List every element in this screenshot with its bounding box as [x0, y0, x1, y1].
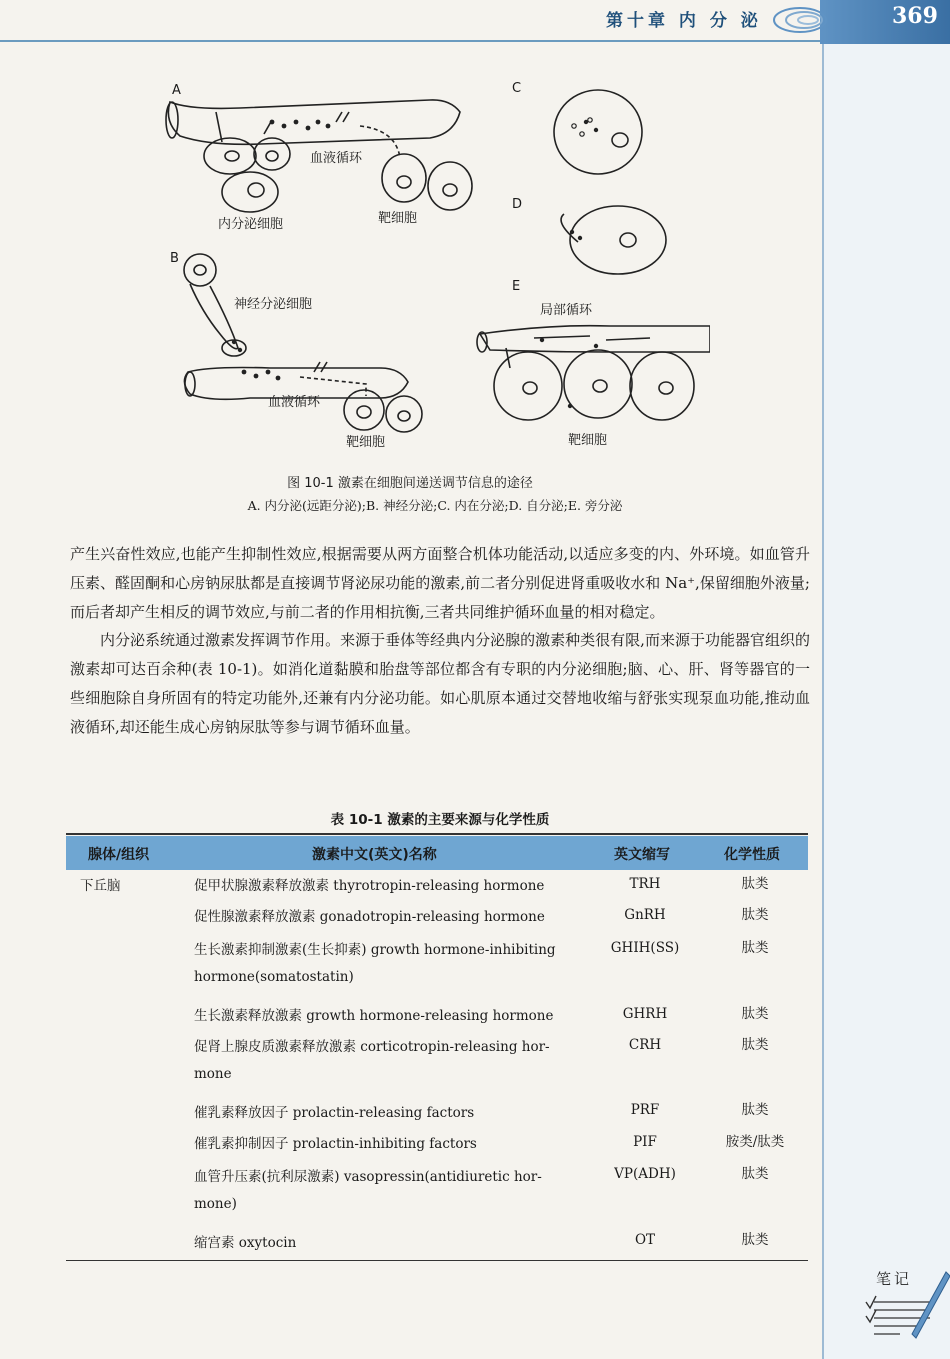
row-6-nature: 肽类 — [741, 1102, 769, 1118]
label-a-target-cell: 靶细胞 — [378, 211, 418, 226]
label-b-neurosecretory-cell: 神经分泌细胞 — [234, 297, 313, 312]
margin-rule — [822, 44, 824, 1359]
figure-caption: 图 10-1 激素在细胞间递送调节信息的途径 — [287, 476, 533, 491]
panel-label-c: C — [512, 81, 522, 96]
row-2-nature: 肽类 — [741, 907, 769, 923]
header-chemical-nature: 化学性质 — [724, 847, 780, 863]
row-8-name-cont: mone) — [194, 1196, 237, 1212]
label-b-target-cell: 靶细胞 — [346, 435, 386, 450]
row-5-name: 促肾上腺皮质激素释放激素 corticotropin-releasing hor- — [194, 1039, 550, 1055]
notes-label: 笔记 — [876, 1270, 913, 1288]
label-e-local-circulation: 局部循环 — [540, 303, 593, 318]
header-abbreviation: 英文缩写 — [614, 847, 670, 863]
notebook-pen-icon — [860, 1262, 950, 1352]
header-rule — [0, 40, 820, 42]
row-7-abbr: PIF — [633, 1134, 657, 1150]
table-title: 表 10-1 激素的主要来源与化学性质 — [330, 812, 550, 828]
row-8-name: 血管升压素(抗利尿激素) vasopressin(antidiuretic hor- — [194, 1169, 542, 1185]
row-1-nature: 肽类 — [741, 876, 769, 892]
row-1-abbr: TRH — [629, 876, 661, 892]
header-gland: 腺体/组织 — [88, 847, 150, 863]
table-bottom-rule — [66, 1260, 808, 1261]
panel-label-e: E — [512, 279, 521, 294]
row-3-name: 生长激素抑制激素(生长抑素) growth hormone-inhibiting — [194, 942, 556, 958]
panel-label-b: B — [170, 251, 179, 266]
row-6-abbr: PRF — [630, 1102, 660, 1118]
row-2-name: 促性腺激素释放激素 gonadotropin-releasing hormone — [194, 909, 545, 925]
row-8-nature: 肽类 — [741, 1166, 769, 1182]
row-5-nature: 肽类 — [741, 1037, 769, 1053]
row-3-name-cont: hormone(somatostatin) — [194, 969, 354, 985]
chapter-title: 第十章 内 分 泌 — [606, 11, 762, 31]
label-e-target-cell: 靶细胞 — [568, 433, 608, 448]
paragraph-2: 内分泌系统通过激素发挥调节作用。来源于垂体等经典内分泌腺的激素种类很有限,而来源于功能器官组织的激素却可达百余种(表 10-1)。如消化道黏膜和胎盘等部位都含有专职的内分泌细胞;脑、心、肝、肾等器官的一些细胞除自身所固有的特定功能外,还兼有内分泌功能。如心肌原本通过交替地收缩与舒张实现泵血功能,推动血液循环,却还能生成心房钠尿肽等参与调节循环血量。 — [70, 631, 810, 736]
panel-label-d: D — [512, 197, 523, 212]
body-text — [70, 540, 810, 742]
paragraph-1: 产生兴奋性效应,也能产生抑制性效应,根据需要从两方面整合机体功能活动,以适应多变的内、外环境。如血管升压素、醛固酮和心房钠尿肽都是直接调节肾泌尿功能的激素,前二者分别促进肾重吸收水和 Na⁺,保留细胞外液量;而后者却产生相反的调节效应,与前二者的作用相抗衡,三者共同维护循环血量的相对稳定。 — [70, 545, 810, 621]
row-8-abbr: VP(ADH) — [614, 1166, 676, 1182]
header-hormone-name: 激素中文(英文)名称 — [312, 847, 437, 863]
notes-margin — [822, 44, 950, 1359]
table-group-hypothalamus: 下丘脑 — [80, 878, 121, 894]
label-b-blood-circulation: 血液循环 — [268, 395, 321, 410]
row-9-name: 缩宫素 oxytocin — [194, 1235, 297, 1251]
label-a-blood-circulation: 血液循环 — [310, 151, 363, 166]
row-5-name-cont: mone — [194, 1066, 232, 1082]
row-3-nature: 肽类 — [741, 940, 769, 956]
panel-label-a: A — [172, 83, 181, 98]
page-number: 369 — [892, 3, 938, 29]
figure-subcaption: A. 内分泌(远距分泌);B. 神经分泌;C. 内在分泌;D. 自分泌;E. 旁分泌 — [247, 498, 623, 513]
row-3-abbr: GHIH(SS) — [610, 940, 680, 956]
swirl-ornament-icon — [760, 0, 830, 44]
e-vessel — [480, 326, 710, 352]
table-header — [66, 836, 808, 870]
row-6-name: 催乳素释放因子 prolactin-releasing factors — [194, 1105, 475, 1121]
figure-hormone-pathways — [150, 72, 710, 462]
row-1-name: 促甲状腺激素释放激素 thyrotropin-releasing hormone — [194, 878, 545, 894]
page-header — [0, 0, 950, 44]
a-vessel — [168, 100, 460, 144]
row-4-abbr: GHRH — [622, 1006, 668, 1022]
label-a-endocrine-cell: 内分泌细胞 — [218, 217, 284, 232]
row-9-abbr: OT — [634, 1232, 656, 1248]
row-7-name: 催乳素抑制因子 prolactin-inhibiting factors — [194, 1136, 477, 1152]
row-9-nature: 肽类 — [741, 1232, 769, 1248]
row-4-name: 生长激素释放激素 growth hormone-releasing hormone — [194, 1008, 554, 1024]
row-5-abbr: CRH — [628, 1037, 662, 1053]
row-4-nature: 肽类 — [741, 1006, 769, 1022]
row-2-abbr: GnRH — [624, 907, 666, 923]
table-top-rule — [66, 833, 808, 835]
row-7-nature: 胺类/肽类 — [725, 1134, 785, 1150]
